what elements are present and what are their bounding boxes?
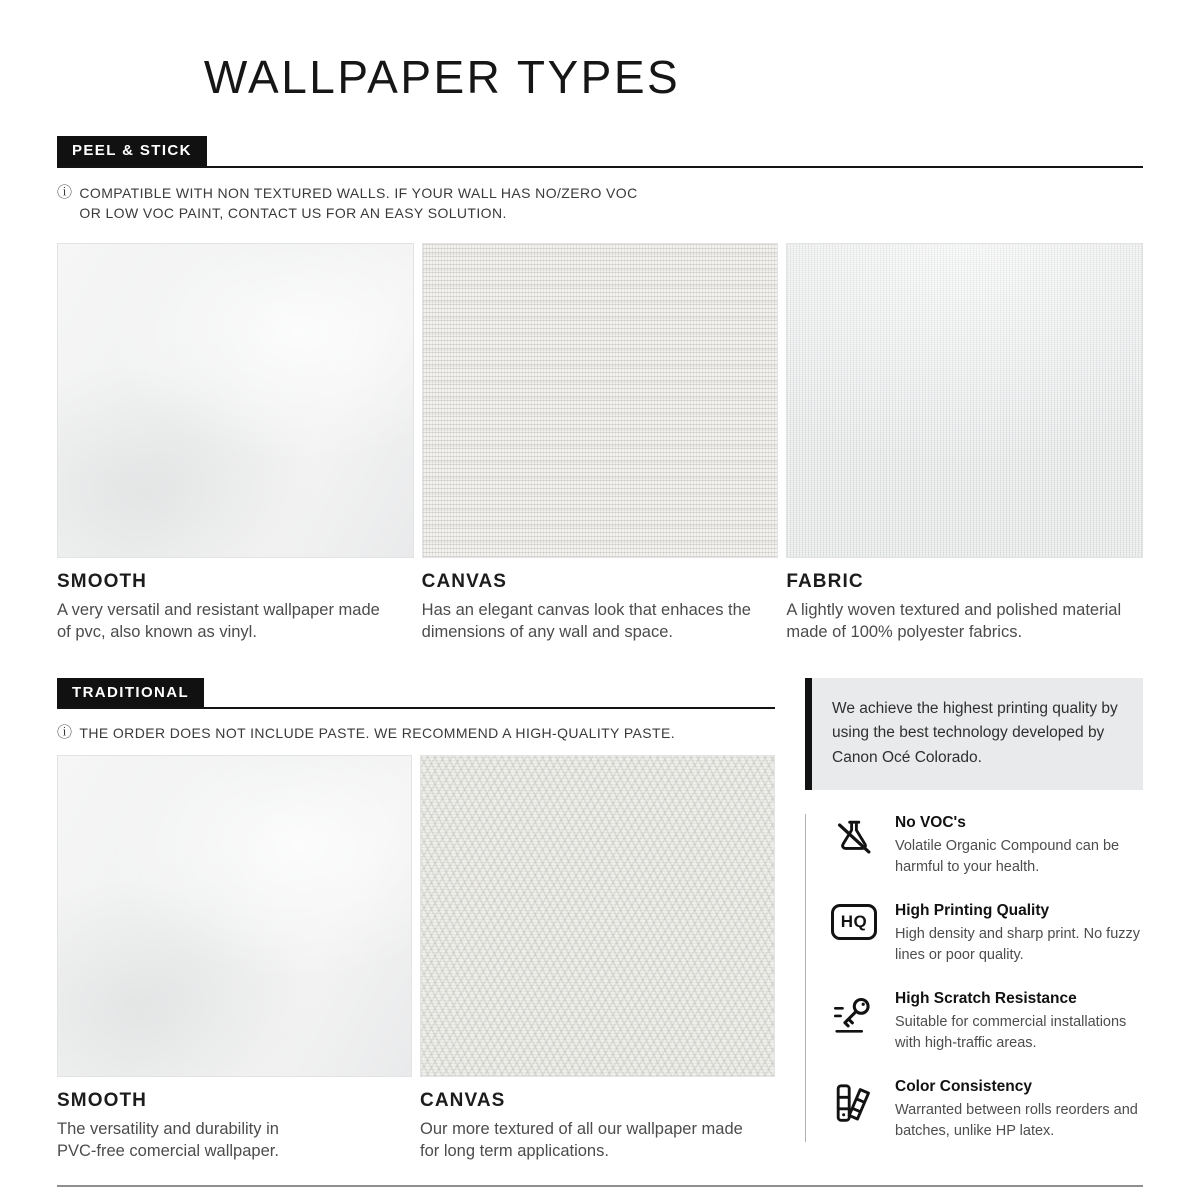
swatch-title: SMOOTH bbox=[57, 571, 147, 593]
swatch-title: CANVAS bbox=[421, 571, 508, 593]
fabric-swatch-image bbox=[786, 243, 1143, 558]
section-peel-stick bbox=[57, 136, 1143, 644]
peel-stick-note bbox=[57, 183, 1143, 224]
feature-no-voc bbox=[830, 814, 1143, 877]
canvas-caption bbox=[420, 1090, 775, 1163]
swatch-description: A lightly woven textured and polished material made of 100% polyester fabrics. bbox=[786, 601, 1122, 641]
color-swatches-icon bbox=[830, 1078, 878, 1141]
peel-stick-note-text: COMPATIBLE WITH NON TEXTURED WALLS. IF YOUR WALL HAS NO/ZERO VOC OR LOW VOC PAINT, CONTACT US FOR AN EASY SOLUTION. bbox=[79, 184, 638, 221]
swatch-card-smooth-traditional bbox=[57, 755, 412, 1163]
swatch-card-canvas bbox=[422, 243, 779, 644]
fabric-caption bbox=[786, 571, 1143, 644]
feature-title: No VOC's bbox=[895, 814, 966, 832]
swatch-description: Has an elegant canvas look that enhaces the dimensions of any wall and space. bbox=[421, 601, 751, 641]
canvas-caption bbox=[422, 571, 779, 644]
no-voc-flask-icon bbox=[830, 814, 878, 877]
feature-text bbox=[895, 902, 1143, 965]
swatch-description: Our more textured of all our wallpaper made for long term applications. bbox=[420, 1120, 743, 1161]
feature-title: Color Consistency bbox=[895, 1078, 1032, 1096]
traditional-label: TRADITIONAL bbox=[57, 678, 204, 708]
hq-badge-icon bbox=[830, 902, 878, 965]
peel-stick-header bbox=[57, 136, 1143, 168]
swatch-title: FABRIC bbox=[786, 571, 864, 593]
swatch-title: SMOOTH bbox=[57, 1090, 147, 1112]
peel-stick-label: PEEL & STICK bbox=[57, 136, 207, 166]
smooth-swatch-image bbox=[57, 243, 414, 558]
feature-title: High Printing Quality bbox=[895, 902, 1050, 920]
feature-scratch-resistance bbox=[830, 990, 1143, 1053]
traditional-swatch-row bbox=[57, 755, 775, 1163]
traditional-note bbox=[57, 723, 775, 743]
info-icon: ⓘ bbox=[57, 724, 73, 742]
swatch-card-canvas-traditional bbox=[420, 755, 775, 1163]
feature-text bbox=[895, 814, 1143, 877]
info-icon: ⓘ bbox=[57, 183, 73, 201]
hq-badge-label: HQ bbox=[831, 904, 877, 940]
quote-text: We achieve the highest printing quality by using the best technology developed by Canon Océ Colorado. bbox=[832, 699, 1118, 767]
feature-description: Suitable for commercial installations with high-traffic areas. bbox=[895, 1014, 1127, 1051]
feature-description: High density and sharp print. No fuzzy lines or poor quality. bbox=[895, 926, 1141, 963]
bottom-divider bbox=[57, 1185, 1143, 1187]
swatch-description: A very versatil and resistant wallpaper made of pvc, also known as vinyl. bbox=[57, 601, 380, 641]
content bbox=[57, 136, 1143, 1187]
feature-high-printing-quality bbox=[830, 902, 1143, 965]
feature-description: Warranted between rolls reorders and batches, unlike HP latex. bbox=[895, 1102, 1138, 1140]
features-list bbox=[805, 814, 1143, 1142]
section-traditional bbox=[57, 678, 775, 1163]
feature-text bbox=[895, 1078, 1143, 1141]
printing-info-sidebar bbox=[805, 678, 1143, 1142]
swatch-card-smooth bbox=[57, 243, 414, 644]
feature-description: Volatile Organic Compound can be harmful to your health. bbox=[895, 838, 1120, 875]
scratch-key-icon bbox=[830, 990, 878, 1053]
feature-title: High Scratch Resistance bbox=[895, 990, 1077, 1008]
feature-text bbox=[895, 990, 1143, 1053]
traditional-header bbox=[57, 678, 775, 710]
swatch-description: The versatility and durability in PVC-free comercial wallpaper. bbox=[57, 1120, 279, 1161]
peel-stick-swatch-row bbox=[57, 243, 1143, 644]
canvas-swatch-image bbox=[422, 243, 779, 558]
smooth-swatch-image bbox=[57, 755, 412, 1077]
quote-box bbox=[805, 678, 1143, 790]
traditional-note-text: THE ORDER DOES NOT INCLUDE PASTE. WE RECOMMEND A HIGH-QUALITY PASTE. bbox=[79, 725, 675, 742]
lower-area bbox=[57, 678, 1143, 1163]
canvas-swatch-image bbox=[420, 755, 775, 1077]
swatch-title: CANVAS bbox=[420, 1090, 506, 1112]
smooth-caption bbox=[57, 571, 414, 644]
smooth-caption bbox=[57, 1090, 412, 1163]
page-title: WALLPAPER TYPES bbox=[203, 51, 681, 103]
swatch-card-fabric bbox=[786, 243, 1143, 644]
feature-color-consistency bbox=[830, 1078, 1143, 1141]
